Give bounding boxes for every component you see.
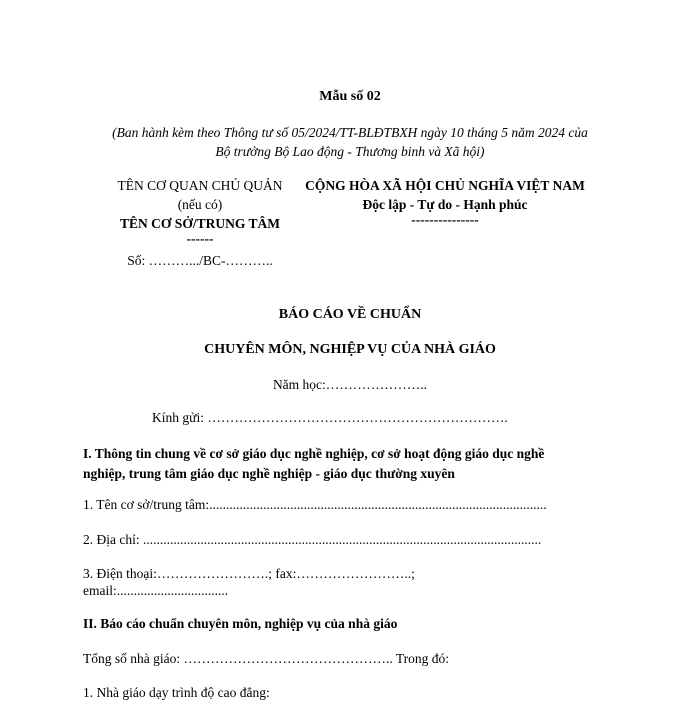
issued-by-note xyxy=(60,123,640,161)
report-subtitle: CHUYÊN MÔN, NGHIỆP VỤ CỦA NHÀ GIÁO xyxy=(204,342,496,357)
section-1-heading-line-1: I. Thông tin chung về cơ sở giáo dục nghề nghiệp, cơ sở hoạt động giáo dục nghề xyxy=(83,446,545,461)
national-separator: --------------- xyxy=(411,212,479,227)
document-number: Số: ……….../BC-……….. xyxy=(127,253,273,268)
college-level-teachers-item: 1. Nhà giáo dạy trình độ cao đẳng: xyxy=(83,685,270,700)
nation-name: CỘNG HÒA XÃ HỘI CHỦ NGHĨA VIỆT NAM xyxy=(305,178,585,193)
phone-fax-field: 3. Điện thoại:…………………….; fax:……………………..; xyxy=(83,566,415,581)
national-header xyxy=(280,176,610,226)
national-motto: Độc lập - Tự do - Hạnh phúc xyxy=(362,197,528,212)
issued-by-line-1: (Ban hành kèm theo Thông tư số 05/2024/TT-BLĐTBXH ngày 10 tháng 5 năm 2024 của xyxy=(112,125,588,140)
institution-name: TÊN CƠ SỞ/TRUNG TÂM xyxy=(120,216,280,231)
school-year-field: Năm học:………………….. xyxy=(272,377,428,392)
institution-name-field: 1. Tên cơ sở/trung tâm:.................................................................................................... xyxy=(83,497,547,512)
email-field: email:................................. xyxy=(83,583,229,598)
issued-by-line-2: Bộ trưởng Bộ Lao động - Thương binh và Xã hội) xyxy=(215,144,485,159)
agency-name: TÊN CƠ QUAN CHỦ QUẢN xyxy=(117,178,283,193)
address-field: 2. Địa chỉ: ...................................................................................................................... xyxy=(83,532,542,547)
total-teachers-field: Tổng số nhà giáo: ……………………………………….. Trong đó: xyxy=(83,651,450,666)
form-number: Mẫu số 02 xyxy=(319,89,381,104)
recipient-field: Kính gửi: …………………………………………………………. xyxy=(152,410,508,425)
report-title: BÁO CÁO VỀ CHUẨN xyxy=(278,307,422,322)
section-2-heading: II. Báo cáo chuẩn chuyên môn, nghiệp vụ của nhà giáo xyxy=(83,616,398,631)
section-1-heading xyxy=(83,444,628,484)
agency-note: (nếu có) xyxy=(177,197,223,212)
section-1-heading-line-2: nghiệp, trung tâm giáo dục nghề nghiệp - giáo dục thường xuyên xyxy=(83,466,455,481)
agency-separator: ------ xyxy=(186,231,214,246)
